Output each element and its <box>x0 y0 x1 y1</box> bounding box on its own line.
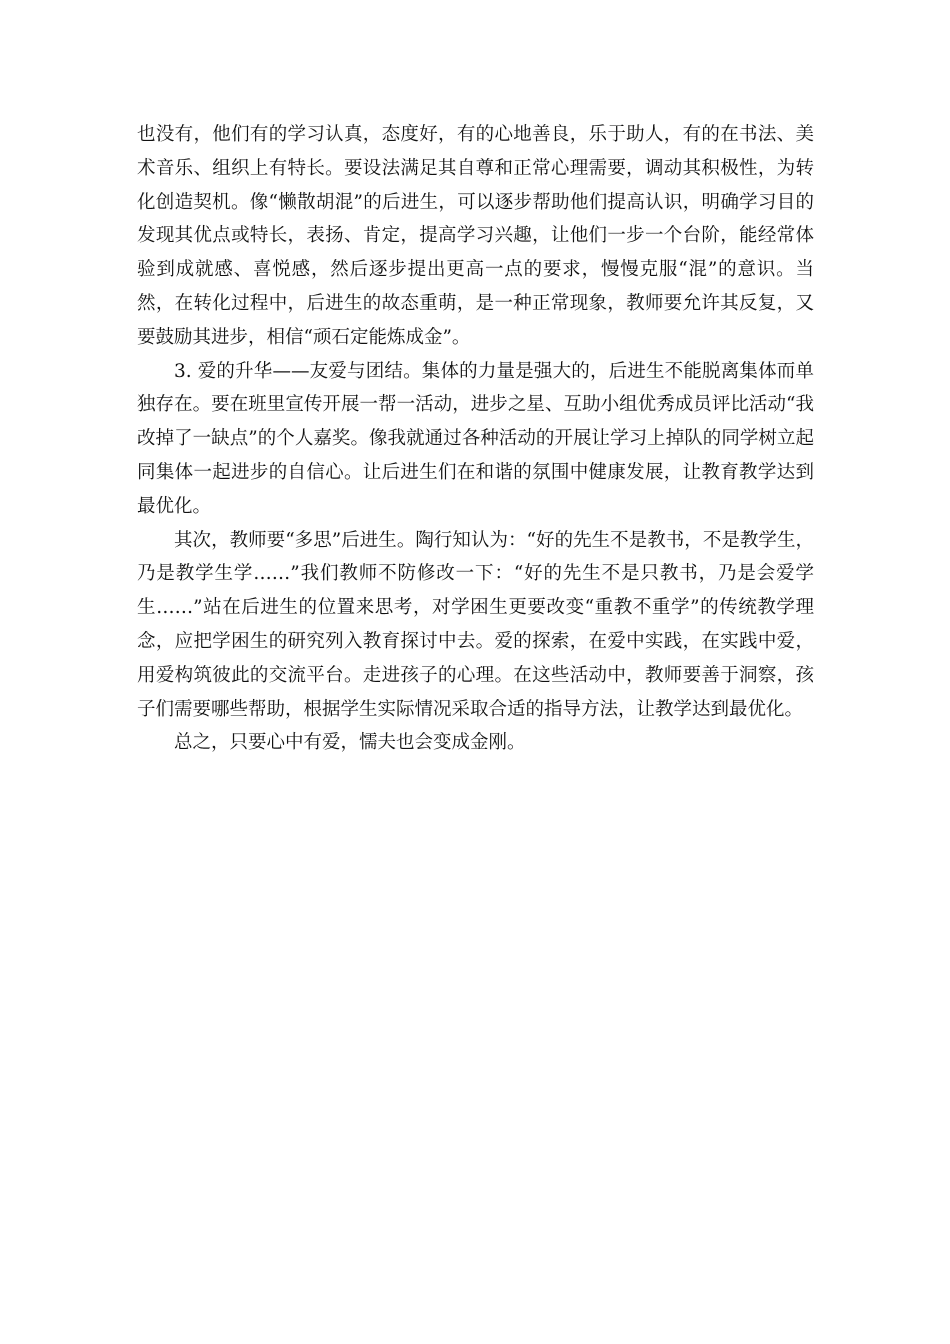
paragraph-love-sublimation: 3. 爱的升华——友爱与团结。集体的力量是强大的，后进生不能脱离集体而单独存在。要在班里宣传开展一帮一活动，进步之星、互助小组优秀成员评比活动“我改掉了一缺点”的个人嘉奖。像我就通过各种活动的开展让学习上掉队的同学树立起同集体一起进步的自信心。让后进生们在和谐的氛围中健康发展，让教育教学达到最优化。 <box>137 360 814 517</box>
paragraph-continuation: 也没有，他们有的学习认真，态度好，有的心地善良，乐于助人，有的在书法、美术音乐、组织上有特长。要设法满足其自尊和正常心理需要，调动其积极性，为转化创造契机。像“懒散胡混”的后进生，可以逐步帮助他们提高认识，明确学习目的发现其优点或特长，表扬、肯定，提高学习兴趣，让他们一步一个台阶，能经常体验到成就感、喜悦感，然后逐步提出更高一点的要求，慢慢克服“混”的意识。当然，在转化过程中，后进生的故态重萌，是一种正常现象，教师要允许其反复，又要鼓励其进步，相信“顽石定能炼成金”。 <box>137 124 814 348</box>
document-body <box>137 118 814 760</box>
paragraph-conclusion: 总之，只要心中有爱，懦夫也会变成金刚。 <box>174 732 526 754</box>
paragraph-think-more: 其次，教师要“多思”后进生。陶行知认为：“好的先生不是教书，不是教学生，乃是教学生学……”我们教师不防修改一下：“好的先生不是只教书，乃是会爱学生……”站在后进生的位置来思考，对学困生更要改变“重教不重学”的传统教学理念，应把学困生的研究列入教育探讨中去。爱的探索，在爱中实践，在实践中爱，用爱构筑彼此的交流平台。走进孩子的心理。在这些活动中，教师要善于洞察，孩子们需要哪些帮助，根据学生实际情况采取合适的指导方法，让教学达到最优化。 <box>137 529 814 720</box>
